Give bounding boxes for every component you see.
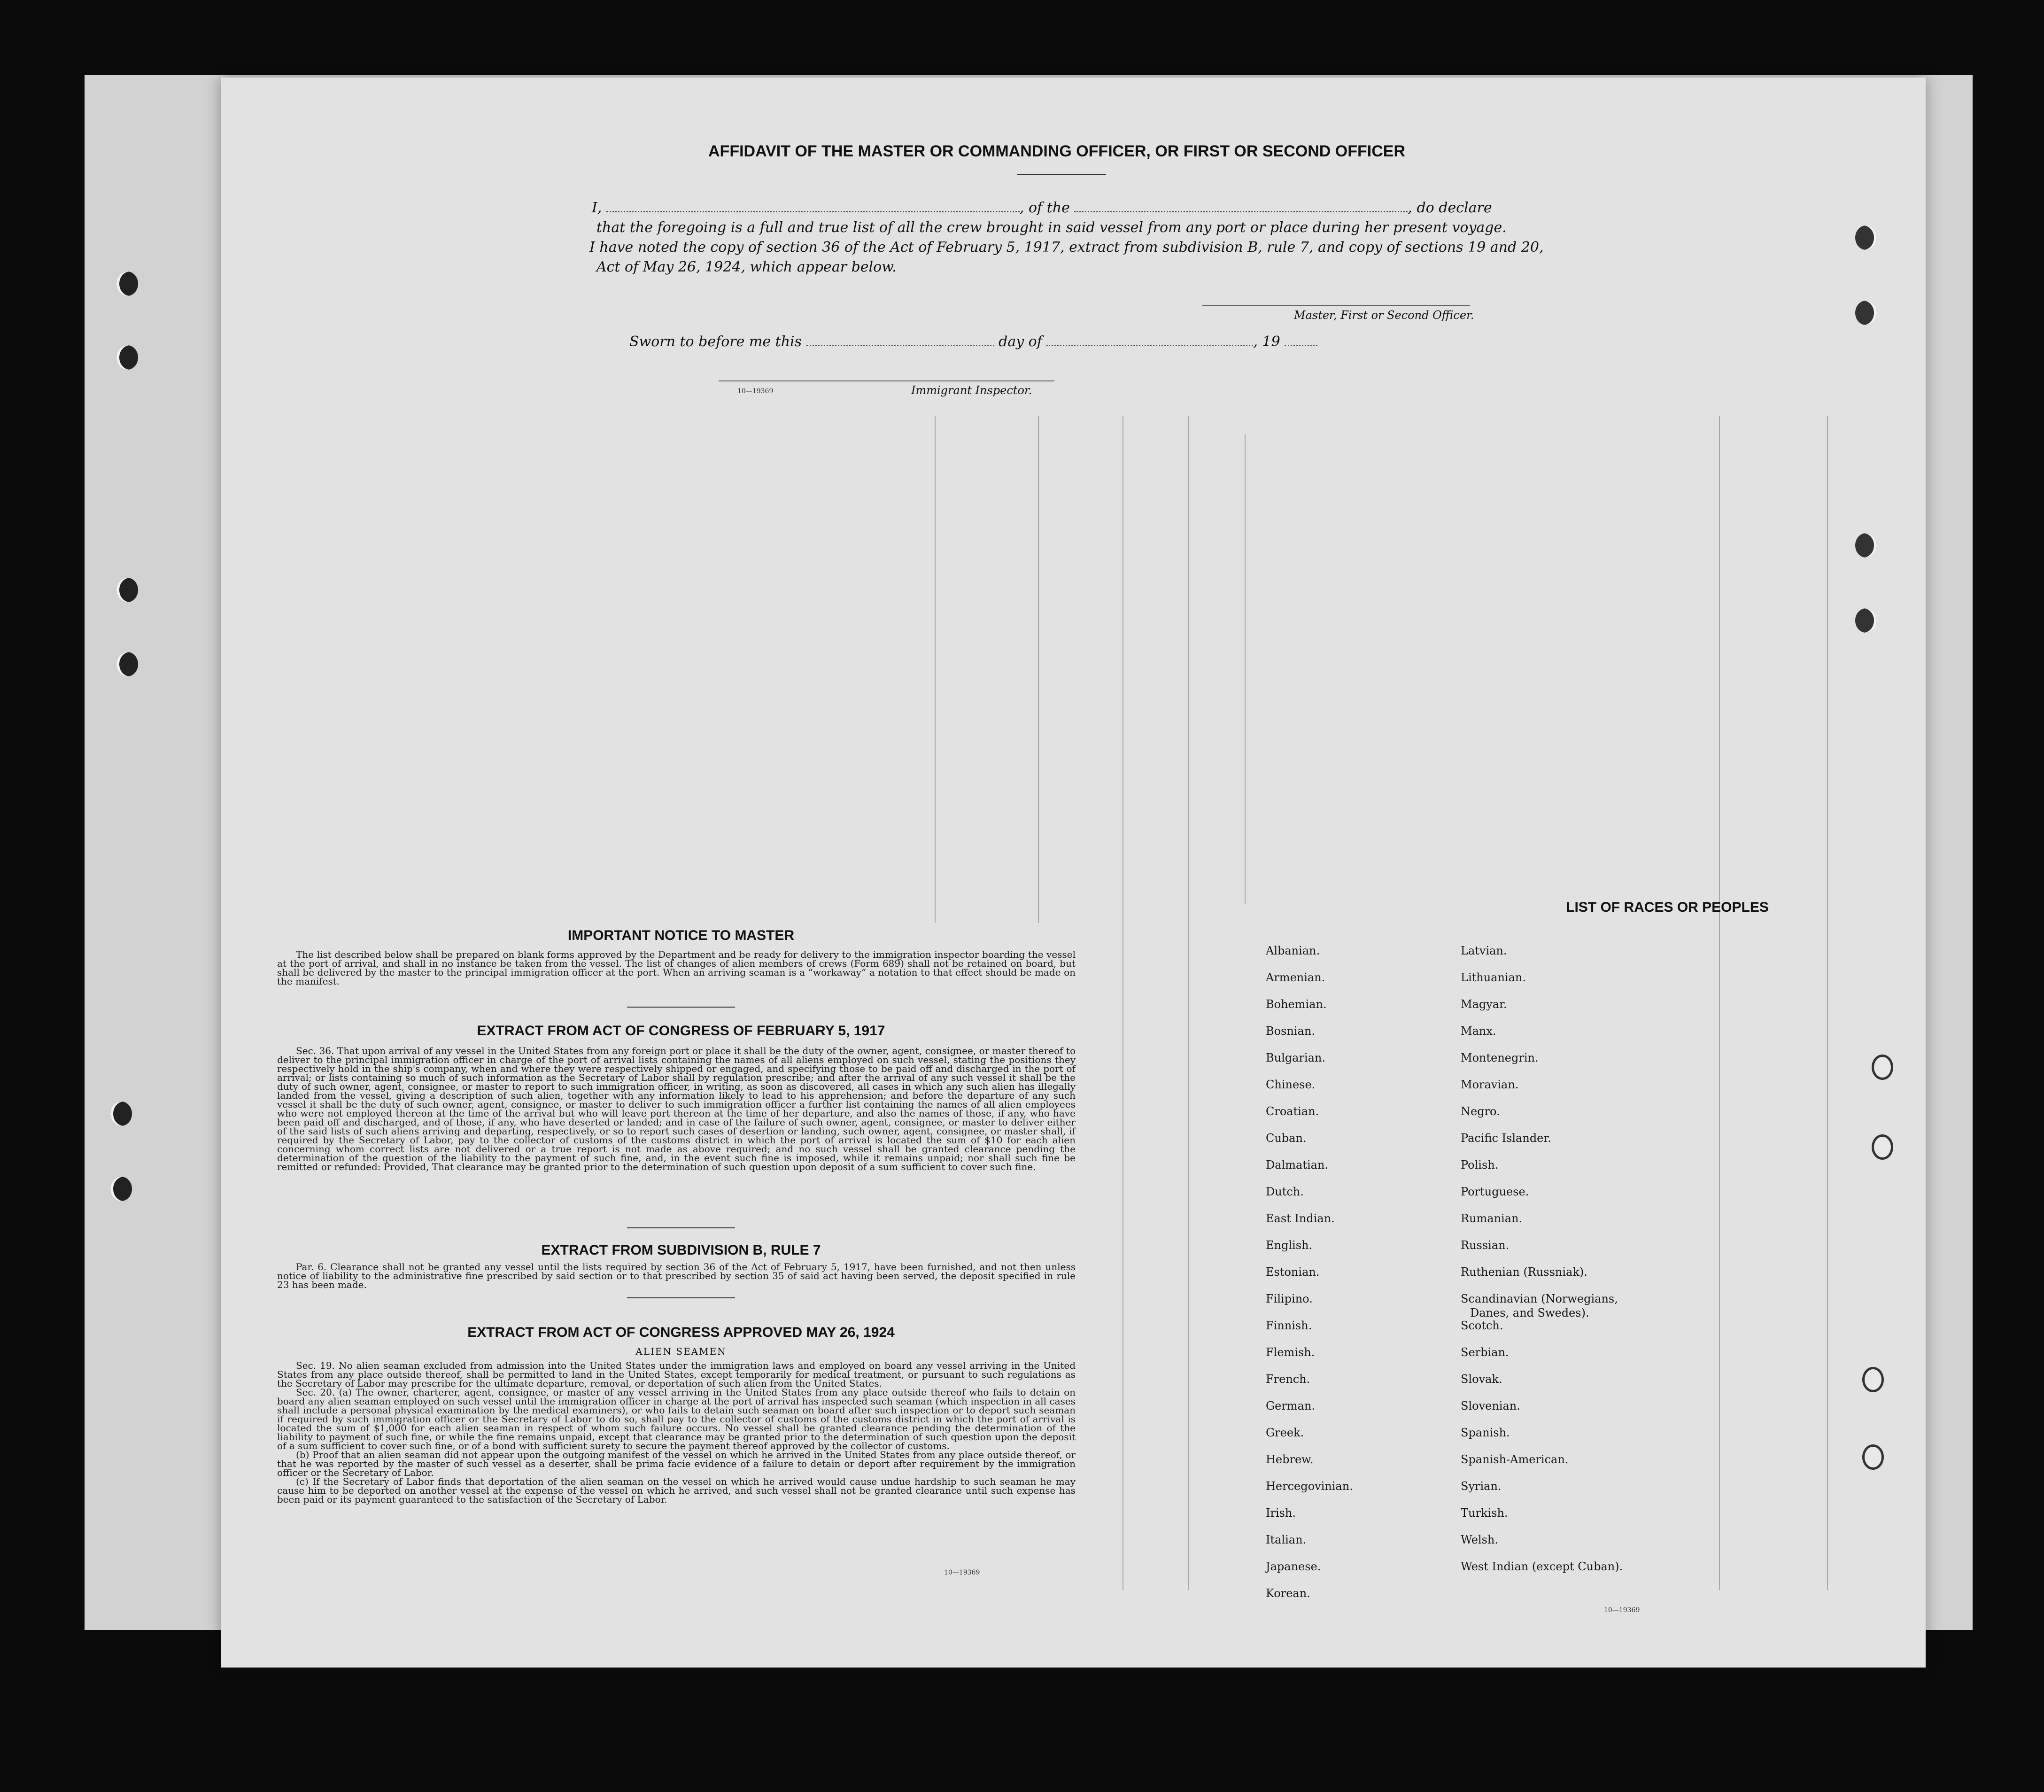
bleed-column-line: [1188, 416, 1189, 1590]
bleed-column-line: [1827, 416, 1828, 1590]
divider: [627, 1227, 735, 1228]
day-of-label: day of: [999, 334, 1042, 350]
race-item: West Indian (except Cuban).: [1461, 1560, 1623, 1573]
race-item: Pacific Islander.: [1461, 1132, 1551, 1145]
bleed-column-line: [935, 416, 936, 923]
binder-hole-icon: [1872, 1134, 1893, 1160]
race-item: Negro.: [1461, 1105, 1500, 1118]
sec-20a-paragraph: Sec. 20. (a) The owner, charterer, agent, consignee, or master of any vessel arriving in the United States from any place outside thereof who fails to detain on board any alien seaman employed on such vessel until the immigration officer in charge at the port of arrival has inspected such seaman (which inspection in all cases shall include a personal physical examination by the medical examiners), or who fails to detain such seaman on board after such inspection or to deport such seaman if required by such immigration officer or the Secretary of Labor to do so, shall pay to the collector of customs of the customs district in which the port of arrival is located the sum of $1,000 for each alien seaman in respect of whom such failure occurs. No vessel shall be granted clearance pending the determination of the liability to payment of such fine, or while the fine remains unpaid, except that clearance may be granted prior to the determination of such question upon the deposit of a sum sufficient to cover such fine, or of a bond with sufficient surety to secure the payment thereof approved by the collector of customs.: [277, 1387, 1076, 1451]
race-item: Croatian.: [1266, 1105, 1319, 1118]
affidavit-line-2: that the foregoing is a full and true list of all the crew brought in said vessel from any port or place during her present voyage.: [596, 219, 1507, 236]
binder-hole-icon: [1855, 533, 1877, 558]
race-item: Hebrew.: [1266, 1453, 1314, 1466]
sworn-year-blank: [1285, 334, 1317, 346]
binder-hole-icon: [1855, 608, 1877, 633]
race-item: Syrian.: [1461, 1480, 1502, 1493]
race-item: Latvian.: [1461, 944, 1507, 957]
race-item: Estonian.: [1266, 1265, 1320, 1279]
affidavit-line-3: I have noted the copy of section 36 of the Act of February 5, 1917, extract from subdivision B, rule 7, and copy of sections 19 and 20,: [589, 239, 1544, 256]
affidavit-line-4: Act of May 26, 1924, which appear below.: [596, 259, 897, 275]
race-item: Welsh.: [1461, 1533, 1498, 1546]
binder-hole-icon: [116, 578, 138, 602]
race-item: Hercegovinian.: [1266, 1480, 1353, 1493]
manifest-page: [221, 78, 1926, 1668]
notice-title: IMPORTANT NOTICE TO MASTER: [567, 928, 795, 943]
race-item: East Indian.: [1266, 1212, 1335, 1225]
races-form-number: 10—19369: [1604, 1606, 1640, 1614]
race-item: Rumanian.: [1461, 1212, 1523, 1225]
notice-text: [277, 950, 1076, 986]
binder-hole-icon: [110, 1102, 132, 1126]
sworn-day-blank: [806, 334, 994, 346]
year-label: , 19: [1253, 334, 1280, 350]
affidavit-of-the-label: , of the: [1019, 200, 1070, 216]
race-item: Albanian.: [1266, 944, 1320, 957]
race-item: Dutch.: [1266, 1185, 1304, 1198]
race-item: Manx.: [1461, 1024, 1496, 1038]
race-item: Bohemian.: [1266, 998, 1327, 1011]
binder-hole-icon: [1855, 301, 1877, 325]
race-item: Montenegrin.: [1461, 1051, 1539, 1064]
affidavit-title: AFFIDAVIT OF THE MASTER OR COMMANDING OFFICER, OR FIRST OR SECOND OFFICER: [708, 142, 1405, 160]
binder-hole-icon: [1862, 1444, 1884, 1470]
binder-hole-icon: [116, 652, 138, 676]
divider: [1017, 174, 1106, 175]
section-36-paragraph: Sec. 36. That upon arrival of any vessel in the United States from any foreign port or place it shall be the duty of the owner, agent, consignee, or master thereof to deliver to the principal immigration officer in charge of the port of arrival lists containing the names of all aliens employed on such vessel, stating the positions they respectively hold in the ship's company, when and where they were respectively shipped or engaged, and specifying those to be paid off and discharged in the port of arrival; or lists containing so much of such information as the Secretary of Labor shall by regulation prescribe; and after the arrival of any such vessel it shall be the duty of such owner, agent, consignee, or master to report to such immigration officer, in writing, as soon as discovered, all cases in which any such alien has illegally landed from the vessel, giving a description of such alien, together with any information likely to lead to his apprehension; and before the departure of any such vessel it shall be the duty of such owner, agent, consignee, or master to deliver to such immigration officer a further list containing the names of all alien employees who were not employed thereon at the time of the arrival but who will leave port thereon at the time of her departure, and also the names of those, if any, who have been paid off and discharged, and of those, if any, who have deserted or landed; and in case of the failure of such owner, agent, consignee, or master to deliver either of the said lists of such aliens arriving and departing, respectively, or so to report such cases of desertion or landing, such owner, agent, consignee, or master shall, if required by the Secretary of Labor, pay to the collector of customs of the customs district in which the port of arrival is located the sum of $10 for each alien concerning whom correct lists are not delivered or a true report is not made as above required; and no such vessel shall be granted clearance pending the determination of the question of the liability to the payment of such fine, and, in the event such fine is imposed, while it remains unpaid; nor shall such fine be remitted or refunded: Provided, That clearance may be granted prior to the determination of such question upon deposit of a sum sufficient to cover such fine.: [277, 1045, 1076, 1172]
race-item: Armenian.: [1266, 971, 1325, 984]
race-item: Portuguese.: [1461, 1185, 1529, 1198]
divider: [627, 1297, 735, 1298]
race-item: Slovenian.: [1461, 1399, 1520, 1412]
race-item: Dalmatian.: [1266, 1158, 1329, 1171]
sec-20c-paragraph: (c) If the Secretary of Labor finds that deportation of the alien seaman on the vessel on which he arrived would cause undue hardship to such seaman he may cause him to be deported on another vessel at the expense of the vessel on which he arrived, and such vessel shall not be granted clearance until such expense has been paid or its payment guaranteed to the satisfaction of the Secretary of Labor.: [277, 1476, 1076, 1505]
race-item: Moravian.: [1461, 1078, 1519, 1091]
race-item: Cuban.: [1266, 1132, 1307, 1145]
act-1924-text: [277, 1361, 1076, 1504]
binder-hole-icon: [110, 1177, 132, 1201]
inspector-label: Immigrant Inspector.: [911, 384, 1032, 397]
race-item: French.: [1266, 1373, 1310, 1386]
race-item: Spanish-American.: [1461, 1453, 1569, 1466]
race-item: Scandinavian (Norwegians,: [1461, 1292, 1618, 1305]
race-item: Korean.: [1266, 1587, 1310, 1600]
races-title: LIST OF RACES OR PEOPLES: [1566, 900, 1769, 915]
subdivision-b-title: EXTRACT FROM SUBDIVISION B, RULE 7: [541, 1242, 821, 1258]
affidavit-declare-label: , do declare: [1408, 200, 1492, 216]
bleed-column-line: [1245, 434, 1246, 904]
race-item: English.: [1266, 1239, 1313, 1252]
race-item: Russian.: [1461, 1239, 1510, 1252]
act-1917-text: [277, 1047, 1076, 1171]
inspector-signature-line: [719, 380, 1054, 381]
race-item: Magyar.: [1461, 998, 1507, 1011]
sec-20b-paragraph: (b) Proof that an alien seaman did not appear upon the outgoing manifest of the vessel on which he arrived in the United States from any place outside thereof, or that he was reported by the master of such vessel as a deserter, shall be prima facie evidence of a failure to detain or deport after requirement by the immigration officer or the Secretary of Labor.: [277, 1449, 1076, 1478]
race-item: Serbian.: [1461, 1346, 1509, 1359]
affidavit-form-number: 10—19369: [737, 388, 774, 395]
race-item: Italian.: [1266, 1533, 1307, 1546]
affidavit-i-label: I,: [592, 200, 602, 216]
notice-paragraph: The list described below shall be prepared on blank forms approved by the Department and be ready for delivery to the immigration inspector boarding the vessel at the port of arrival, and shall in no instance be taken from the vessel. The list of changes of alien members of crews (Form 689) shall not be retained on board, but shall be delivered by the master to the principal immigration officer at the port. When an arriving seaman is a “workaway” a notation to that effect should be made on the manifest.: [277, 949, 1076, 987]
binder-hole-icon: [116, 345, 138, 370]
race-item: Bosnian.: [1266, 1024, 1315, 1038]
act-1924-form-number: 10—19369: [944, 1569, 980, 1576]
binder-hole-icon: [116, 272, 138, 296]
race-item: Finnish.: [1266, 1319, 1312, 1332]
act-1924-title: EXTRACT FROM ACT OF CONGRESS APPROVED MAY 26, 1924: [467, 1325, 895, 1340]
race-item: Turkish.: [1461, 1506, 1508, 1520]
race-item: Chinese.: [1266, 1078, 1316, 1091]
race-item: Irish.: [1266, 1506, 1296, 1520]
race-item: Spanish.: [1461, 1426, 1510, 1439]
race-item: German.: [1266, 1399, 1315, 1412]
race-item: Ruthenian (Russniak).: [1461, 1265, 1587, 1279]
alien-seamen-subtitle: ALIEN SEAMEN: [635, 1346, 727, 1357]
race-item: Flemish.: [1266, 1346, 1315, 1359]
race-item: Danes, and Swedes).: [1470, 1306, 1589, 1319]
divider: [627, 1007, 735, 1008]
race-item: Greek.: [1266, 1426, 1304, 1439]
race-item: Slovak.: [1461, 1373, 1502, 1386]
signature-line: [1202, 305, 1470, 306]
race-item: Bulgarian.: [1266, 1051, 1325, 1064]
par-6-paragraph: Par. 6. Clearance shall not be granted any vessel until the lists required by section 36 of the Act of February 5, 1917, have been furnished, and not then unless notice of liability to the administrative fine prescribed by said section or to that prescribed by section 35 of said act having been served, the deposit specified in rule 23 has been made.: [277, 1261, 1076, 1290]
subdivision-b-text: [277, 1263, 1076, 1289]
binder-hole-icon: [1855, 225, 1877, 250]
race-item: Polish.: [1461, 1158, 1499, 1171]
bleed-column-line: [1038, 416, 1039, 923]
vessel-blank: [1074, 201, 1408, 212]
sworn-line: [629, 334, 1317, 350]
race-item: Lithuanian.: [1461, 971, 1526, 984]
race-item: Filipino.: [1266, 1292, 1313, 1305]
master-signature-label: Master, First or Second Officer.: [1294, 309, 1474, 322]
affidavit-line-1: [592, 200, 1492, 216]
sworn-label: Sworn to before me this: [629, 334, 802, 350]
binder-hole-icon: [1862, 1367, 1884, 1392]
binder-hole-icon: [1872, 1055, 1893, 1080]
sec-19-paragraph: Sec. 19. No alien seaman excluded from admission into the United States under the immigration laws and employed on board any vessel arriving in the United States from any place outside thereof, shall be permitted to land in the United States, except temporarily for medical treatment, or pursuant to such regulations as the Secretary of Labor may prescribe for the ultimate departure, removal, or deportation of such alien from the United States.: [277, 1360, 1076, 1389]
name-blank: [606, 201, 1020, 212]
bleed-column-line: [1719, 416, 1720, 1590]
act-1917-title: EXTRACT FROM ACT OF CONGRESS OF FEBRUARY 5, 1917: [477, 1023, 885, 1039]
sworn-month-blank: [1046, 334, 1253, 346]
race-item: Scotch.: [1461, 1319, 1503, 1332]
race-item: Japanese.: [1266, 1560, 1321, 1573]
